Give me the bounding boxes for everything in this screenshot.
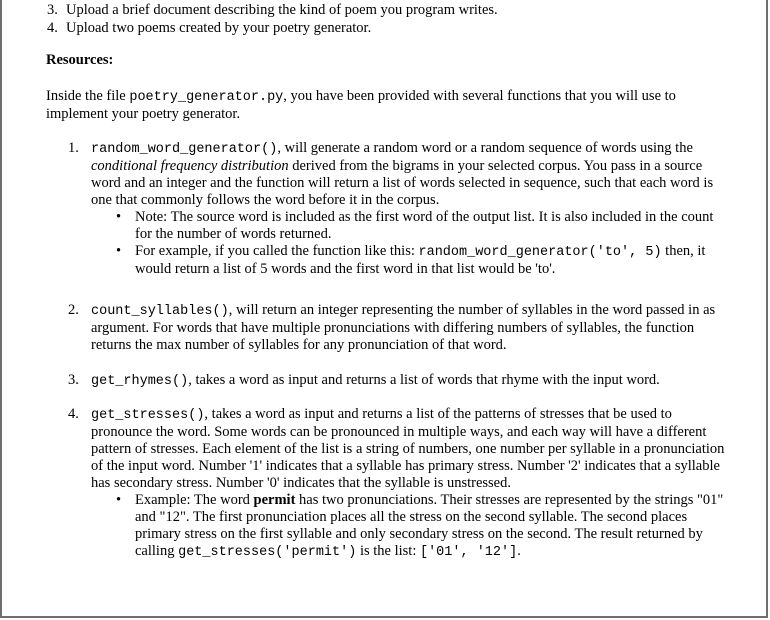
bullet-item	[116, 492, 731, 561]
item-number: 2.	[68, 302, 79, 318]
item-number: 3.	[68, 372, 79, 388]
item-description	[91, 140, 731, 209]
bullet-text: then, it would return a list of 5 words and the first word in that list would be 'to'.	[135, 243, 706, 277]
bullet-text: Note: The source word is included as the first word of the output list. It is also included in the count for the number of words returned.	[135, 209, 714, 242]
bullet-text: For example, if you called the function like this:	[135, 243, 419, 259]
bullet-text: Example: The word	[135, 492, 254, 508]
item-description	[91, 372, 731, 390]
item-description	[91, 302, 731, 354]
item-text: , takes a word as input and returns a list of the patterns of stresses that be used to pronounce the word. Some words can be pronounced in multiple ways, and each way will have a different pattern of stresses. Each element of the list is a string of numbers, one number per syllable in a pronunciation of the input word. Number '1' indicates that a syllable has primary stress. Number '2' indicates that a syllable has secondary stress. Number '0' indicates that the syllable is unstressed.	[91, 406, 725, 491]
list-item-text: Upload a brief document describing the kind of poem you program writes.	[66, 2, 498, 18]
bullet-text: is the list:	[356, 543, 420, 559]
bullet-item	[116, 243, 731, 278]
bullet-icon: •	[116, 492, 122, 508]
function-name-code: count_syllables()	[91, 304, 229, 319]
function-item-get-stresses	[68, 406, 731, 561]
function-item-random-word-generator	[68, 140, 731, 278]
function-name-code: get_rhymes()	[91, 374, 189, 389]
list-item	[47, 19, 498, 37]
function-name-code: random_word_generator()	[91, 142, 278, 157]
bullet-text: has two pronunciations. Their stresses are represented by the strings "01" and "12". The first pronunciation places all the stress on the second syllable. The second places primary stress on the first syllable and only secondary stress on the second. The result returned by calling	[135, 492, 724, 559]
emphasis-text: conditional frequency distribution	[91, 158, 289, 174]
resources-heading: Resources:	[46, 52, 114, 68]
bullet-item	[116, 209, 731, 243]
bullet-icon: •	[116, 243, 122, 259]
intro-text: Inside the file	[46, 88, 130, 104]
filename-code: poetry_generator.py	[129, 90, 284, 105]
bullet-list	[116, 492, 731, 561]
bullet-text: .	[517, 543, 521, 559]
code-result: ['01', '12']	[419, 545, 518, 560]
steps-list	[47, 1, 498, 37]
item-number: 4.	[68, 406, 79, 422]
list-item-text: Upload two poems created by your poetry generator.	[66, 20, 372, 36]
list-number: 4.	[47, 20, 58, 36]
code-example: random_word_generator('to', 5)	[418, 245, 662, 260]
item-number: 1.	[68, 140, 79, 156]
function-item-get-rhymes	[68, 372, 731, 390]
bold-word: permit	[253, 492, 296, 508]
code-example: get_stresses('permit')	[178, 545, 357, 560]
bullet-list	[116, 209, 731, 278]
function-name-code: get_stresses()	[91, 408, 205, 423]
intro-paragraph	[46, 88, 726, 123]
item-text: , takes a word as input and returns a list of words that rhyme with the input word.	[188, 372, 660, 388]
intro-text: , you have been provided with several functions that you will use to implement your poetry generator.	[46, 88, 676, 122]
item-text: derived from the bigrams in your selected corpus. You pass in a source word and an integer and the function will return a list of words selected in sequence, such that each word is one that commonly follows the word before it in the corpus.	[91, 158, 714, 208]
item-description	[91, 406, 731, 492]
item-text: , will generate a random word or a random sequence of words using the	[277, 140, 693, 156]
list-item	[47, 1, 498, 19]
list-number: 3.	[47, 2, 58, 18]
bullet-icon: •	[116, 209, 122, 225]
function-item-count-syllables	[68, 302, 731, 354]
item-text: , will return an integer representing the number of syllables in the word passed in as argument. For words that have multiple pronunciations with differing numbers of syllables, the function returns the max number of syllables for any pronunciation of that word.	[91, 302, 716, 353]
